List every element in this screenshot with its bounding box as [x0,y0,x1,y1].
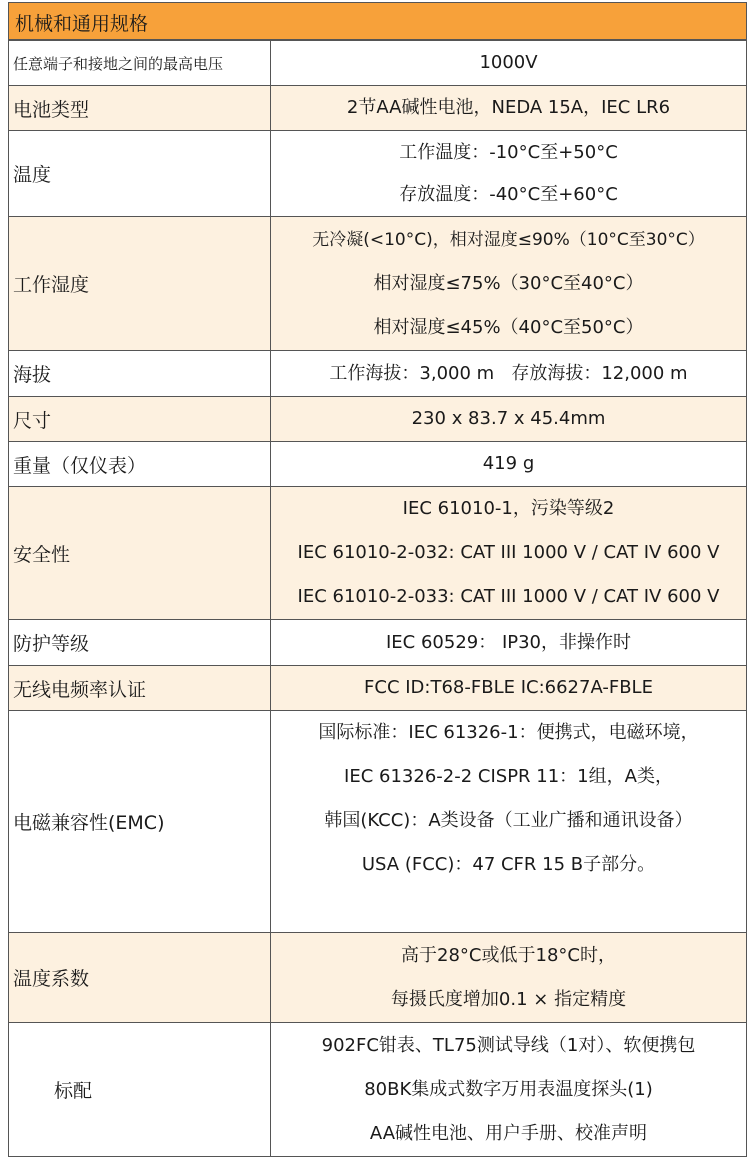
row-label: 重量（仅仪表） [9,442,271,487]
row-value [271,131,747,217]
row-label: 标配 [9,1023,271,1157]
value-line: IEC 61010-1，污染等级2 [402,498,615,519]
row-label: 电磁兼容性(EMC) [9,711,271,933]
value-line: 每摄氏度增加0.1 × 指定精度 [390,988,627,1010]
row-label: 温度系数 [9,933,271,1023]
value-line: IEC 61010-2-033: CAT III 1000 V / CAT IV 600 V [297,586,720,607]
spec-row-max-voltage [9,41,747,86]
row-value [271,933,747,1023]
spec-row-standard-accessories [9,1023,747,1157]
row-value [271,442,747,487]
row-label: 任意端子和接地之间的最高电压 [9,41,271,86]
row-label: 温度 [9,131,271,217]
value-line: 1000V [479,52,538,73]
spec-row-humidity [9,217,747,351]
row-label: 电池类型 [9,86,271,131]
row-value [271,1023,747,1157]
value-line: FCC ID:T68-FBLE IC:6627A-FBLE [364,677,653,698]
row-label: 工作湿度 [9,217,271,351]
value-line: IEC 60529： IP30，非操作时 [385,631,632,653]
row-value [271,620,747,666]
value-line: 2节AA碱性电池，NEDA 15A，IEC LR6 [346,97,671,118]
section-title: 机械和通用规格 [15,13,149,35]
row-value [271,487,747,620]
row-label: 尺寸 [9,397,271,442]
row-value [271,41,747,86]
spec-row-emc [9,711,747,933]
value-line: IEC 61326-2-2 CISPR 11：1组，A类， [344,766,673,787]
value-line: 存放温度：-40°C至+60°C [399,183,618,205]
spec-table [8,40,747,1157]
value-line: 工作温度：-10°C至+50°C [399,141,618,163]
row-value [271,666,747,711]
value-line: AA碱性电池、用户手册、校准声明 [369,1122,648,1144]
value-line: 419 g [482,453,535,474]
value-line: 80BK集成式数字万用表温度探头(1) [364,1078,653,1100]
row-value [271,711,747,933]
row-label: 海拔 [9,351,271,397]
spec-row-temp-coefficient [9,933,747,1023]
spec-row-battery [9,86,747,131]
spec-row-dimensions [9,397,747,442]
value-line: 相对湿度≤75%（30°C至40°C） [373,272,644,294]
spec-row-safety [9,487,747,620]
section-header [8,2,747,40]
value-line: 国际标准：IEC 61326-1：便携式，电磁环境， [318,722,699,743]
value-line: 工作海拔：3,000 m 存放海拔：12,000 m [329,362,688,384]
row-label: 防护等级 [9,620,271,666]
row-value [271,351,747,397]
value-line: 无冷凝(<10°C)，相对湿度≤90%（10°C至30°C） [312,229,705,250]
spec-row-altitude [9,351,747,397]
value-line: 230 x 83.7 x 45.4mm [411,408,606,429]
row-label: 安全性 [9,487,271,620]
value-line: USA (FCC)：47 CFR 15 B子部分。 [361,854,656,875]
value-line: IEC 61010-2-032: CAT III 1000 V / CAT IV 600 V [297,542,720,563]
spec-row-radio [9,666,747,711]
value-line: 902FC钳表、TL75测试导线（1对）、软便携包 [321,1034,696,1056]
row-value [271,217,747,351]
spec-row-temperature [9,131,747,217]
value-line: 高于28°C或低于18°C时， [401,944,616,966]
row-value [271,86,747,131]
row-label: 无线电频率认证 [9,666,271,711]
value-line: 相对湿度≤45%（40°C至50°C） [373,316,644,338]
row-value [271,397,747,442]
spec-row-weight [9,442,747,487]
value-line: 韩国(KCC)：A类设备（工业广播和通讯设备） [324,810,693,831]
spec-row-ingress [9,620,747,666]
